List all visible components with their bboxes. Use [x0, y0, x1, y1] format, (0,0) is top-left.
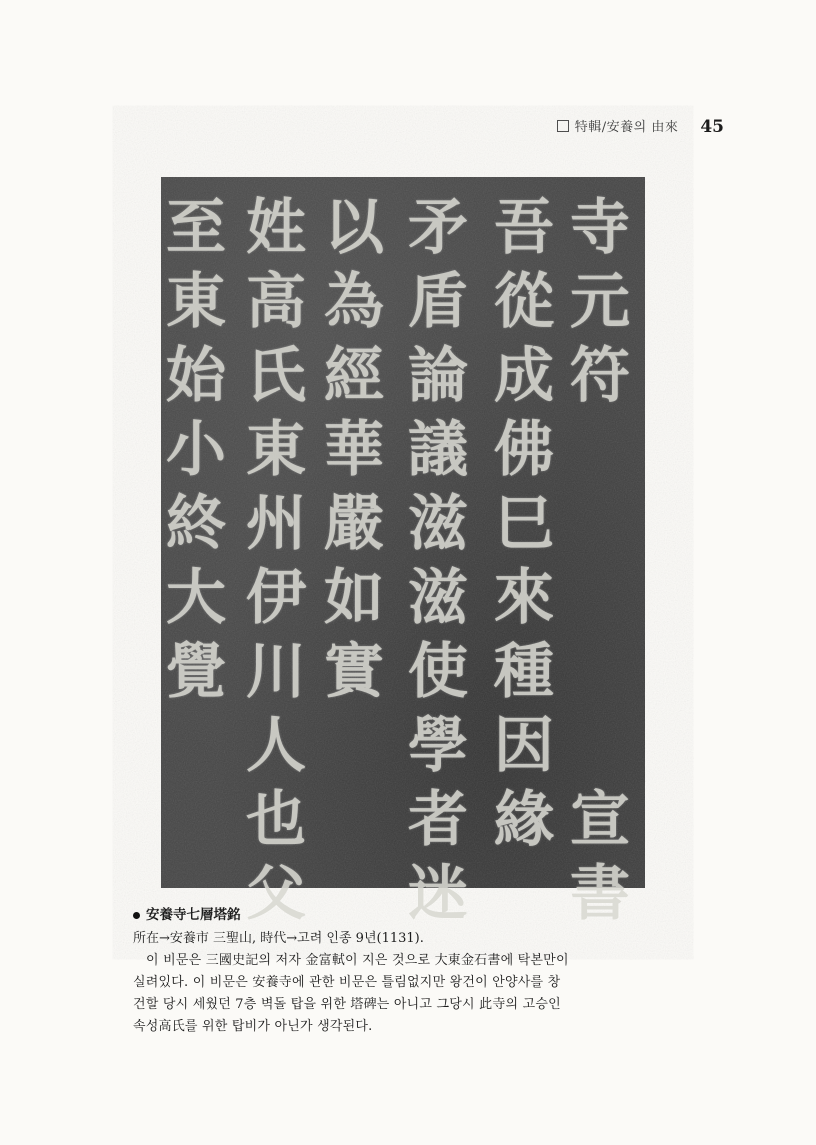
rubbing-character: 種 — [494, 637, 554, 707]
rubbing-character: 宣 — [570, 785, 630, 855]
caption-line: 이 비문은 三國史記의 저자 金富軾이 지은 것으로 大東金石書에 탁본만이 — [146, 953, 569, 968]
rubbing-column-3 — [397, 191, 479, 931]
rubbing-character: 也 — [246, 785, 306, 855]
rubbing-character: 人 — [246, 711, 306, 781]
rubbing-character: 高 — [246, 267, 306, 337]
rubbing-character: 吾 — [494, 193, 554, 263]
rubbing-character: 小 — [166, 415, 226, 485]
rubbing-character: 滋 — [408, 489, 468, 559]
rubbing-character: 矛 — [408, 193, 468, 263]
rubbing-character: 滋 — [408, 563, 468, 633]
rubbing-character: 氏 — [246, 341, 306, 411]
caption-title-text: 安養寺七層塔銘 — [146, 907, 241, 923]
rubbing-character: 寺 — [570, 193, 630, 263]
rubbing-character: 使 — [408, 637, 468, 707]
rubbing-character: 東 — [166, 267, 226, 337]
running-head — [557, 116, 679, 135]
caption-body — [133, 950, 733, 1038]
caption-line: 실려있다. 이 비문은 安養寺에 관한 비문은 틀림없지만 왕건이 안양사를 창 — [133, 975, 561, 990]
rubbing-column-2 — [483, 191, 565, 931]
rubbing-column-6 — [155, 191, 237, 931]
rubbing-character: 始 — [166, 341, 226, 411]
rubbing-character: 成 — [494, 341, 554, 411]
running-head-text: 特輯/安養의 由來 — [574, 120, 679, 135]
rubbing-character: 者 — [408, 785, 468, 855]
rubbing-character: 佛 — [494, 415, 554, 485]
rubbing-column-1 — [559, 191, 641, 931]
rubbing-character: 以 — [324, 193, 384, 263]
rubbing-character: 因 — [494, 711, 554, 781]
rubbing-character: 伊 — [246, 563, 306, 633]
rubbing-character: 為 — [324, 267, 384, 337]
rubbing-character: 議 — [408, 415, 468, 485]
rubbing-column-4 — [313, 191, 395, 931]
rubbing-character: 東 — [246, 415, 306, 485]
rubbing-character: 實 — [324, 637, 384, 707]
caption-line: 건할 당시 세웠던 7층 벽돌 탑을 위한 塔碑는 아니고 그당시 此寺의 고승인 — [133, 997, 561, 1012]
rubbing-character: 父 — [246, 859, 306, 929]
rubbing-character: 終 — [166, 489, 226, 559]
rubbing-character: 川 — [246, 637, 306, 707]
rubbing-character: 大 — [166, 563, 226, 633]
rubbing-character: 學 — [408, 711, 468, 781]
rubbing-character: 如 — [324, 563, 384, 633]
rubbing-character: 嚴 — [324, 489, 384, 559]
rubbing-character: 從 — [494, 267, 554, 337]
page-header — [557, 116, 724, 137]
rubbing-character: 巳 — [494, 489, 554, 559]
rubbing-character: 迷 — [408, 859, 468, 929]
caption-meta: 所在→安養市 三聖山, 時代→고려 인종 9년(1131). — [133, 931, 424, 946]
caption-line: 속성高氏를 위한 탑비가 아닌가 생각된다. — [133, 1019, 373, 1034]
bullet-icon — [133, 912, 140, 919]
square-icon — [557, 120, 569, 132]
rubbing-character: 華 — [324, 415, 384, 485]
caption-title — [133, 904, 733, 926]
rubbing-character: 書 — [570, 859, 630, 929]
rubbing-column-5 — [235, 191, 317, 931]
rubbing-character: 來 — [494, 563, 554, 633]
page-number: 45 — [700, 116, 724, 137]
rubbing-character: 元 — [570, 267, 630, 337]
figure-caption — [133, 904, 733, 1038]
rubbing-character: 至 — [166, 193, 226, 263]
rubbing-character: 緣 — [494, 785, 554, 855]
rubbing-character: 州 — [246, 489, 306, 559]
rubbing-character: 經 — [324, 341, 384, 411]
rubbing-character: 覺 — [166, 637, 226, 707]
rubbing-character: 姓 — [246, 193, 306, 263]
rubbing-character: 符 — [570, 341, 630, 411]
rubbing-character: 盾 — [408, 267, 468, 337]
rubbing-character: 論 — [408, 341, 468, 411]
